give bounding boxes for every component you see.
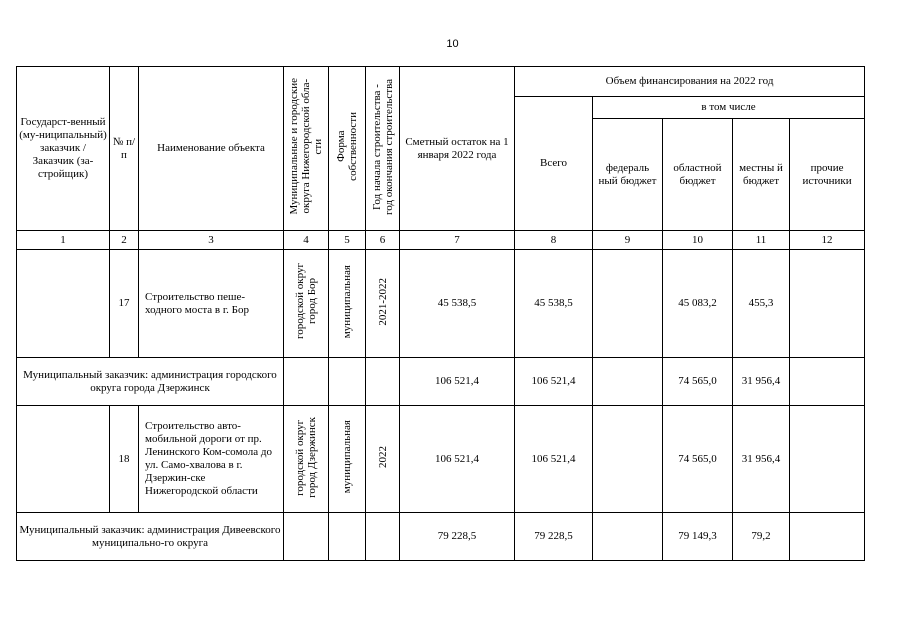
federal-cell	[593, 358, 663, 406]
header-remainder: Сметный остаток на 1 января 2022 года	[400, 67, 515, 231]
ownership-cell: муниципальная	[329, 406, 366, 513]
remainder-cell: 79 228,5	[400, 513, 515, 561]
federal-cell	[593, 406, 663, 513]
financing-table	[16, 66, 865, 561]
row-num: 18	[110, 406, 139, 513]
column-number: 11	[733, 231, 790, 250]
total-cell: 106 521,4	[515, 358, 593, 406]
years-cell: 2021-2022	[366, 250, 400, 358]
empty-cell	[329, 513, 366, 561]
total-cell: 106 521,4	[515, 406, 593, 513]
column-number: 6	[366, 231, 400, 250]
column-number: 8	[515, 231, 593, 250]
object-name: Строительство авто-мобильной дороги от пр. Ленинского Ком-сомола до ул. Само-хвалова в г. Дзержин-ске Нижегородской области	[139, 406, 284, 513]
group-customer: Муниципальный заказчик: администрация городского округа города Дзержинск	[17, 358, 284, 406]
federal-cell	[593, 250, 663, 358]
empty-cell	[366, 513, 400, 561]
header-federal: федераль ный бюджет	[593, 119, 663, 231]
header-object-name: Наименование объекта	[139, 67, 284, 231]
column-numbers-row	[17, 231, 865, 250]
column-number: 9	[593, 231, 663, 250]
federal-cell	[593, 513, 663, 561]
municipality-cell: городской округ город Бор	[284, 250, 329, 358]
remainder-cell: 106 521,4	[400, 358, 515, 406]
other-cell	[790, 513, 865, 561]
column-number: 10	[663, 231, 733, 250]
column-number: 12	[790, 231, 865, 250]
customer-cell	[17, 406, 110, 513]
header-regional: областной бюджет	[663, 119, 733, 231]
column-number: 2	[110, 231, 139, 250]
regional-cell: 45 083,2	[663, 250, 733, 358]
column-number: 7	[400, 231, 515, 250]
years-cell: 2022	[366, 406, 400, 513]
regional-cell: 74 565,0	[663, 358, 733, 406]
header-local: местны й бюджет	[733, 119, 790, 231]
ownership-cell: муниципальная	[329, 250, 366, 358]
empty-cell	[329, 358, 366, 406]
total-cell: 45 538,5	[515, 250, 593, 358]
column-number: 1	[17, 231, 110, 250]
group-row	[17, 358, 865, 406]
remainder-cell: 106 521,4	[400, 406, 515, 513]
other-cell	[790, 406, 865, 513]
group-row	[17, 513, 865, 561]
row-num: 17	[110, 250, 139, 358]
table-row	[17, 406, 865, 513]
header-financing: Объем финансирования на 2022 год	[515, 67, 865, 97]
column-number: 4	[284, 231, 329, 250]
remainder-cell: 45 538,5	[400, 250, 515, 358]
page-number: 10	[446, 38, 459, 50]
local-cell: 79,2	[733, 513, 790, 561]
other-cell	[790, 358, 865, 406]
local-cell: 31 956,4	[733, 358, 790, 406]
empty-cell	[284, 513, 329, 561]
empty-cell	[366, 358, 400, 406]
header-ownership: Форма собственности	[329, 67, 366, 231]
header-years: Год начала строительства - год окончания строительства	[366, 67, 400, 231]
other-cell	[790, 250, 865, 358]
table-row	[17, 250, 865, 358]
local-cell: 31 956,4	[733, 406, 790, 513]
header-municipality: Муниципальные и городские округа Нижегородской обла- сти	[284, 67, 329, 231]
total-cell: 79 228,5	[515, 513, 593, 561]
customer-cell	[17, 250, 110, 358]
group-customer: Муниципальный заказчик: администрация Дивеевского муниципально-го округа	[17, 513, 284, 561]
header-total: Всего	[515, 97, 593, 231]
column-number: 5	[329, 231, 366, 250]
column-number: 3	[139, 231, 284, 250]
local-cell: 455,3	[733, 250, 790, 358]
header-other: прочие источники	[790, 119, 865, 231]
empty-cell	[284, 358, 329, 406]
header-customer: Государст-венный (му-ниципальный) заказчик / Заказчик (за-стройщик)	[17, 67, 110, 231]
header-num: № п/п	[110, 67, 139, 231]
municipality-cell: городской округ город Дзержинск	[284, 406, 329, 513]
regional-cell: 79 149,3	[663, 513, 733, 561]
header-including: в том числе	[593, 97, 865, 119]
object-name: Строительство пеше-ходного моста в г. Бор	[139, 250, 284, 358]
regional-cell: 74 565,0	[663, 406, 733, 513]
